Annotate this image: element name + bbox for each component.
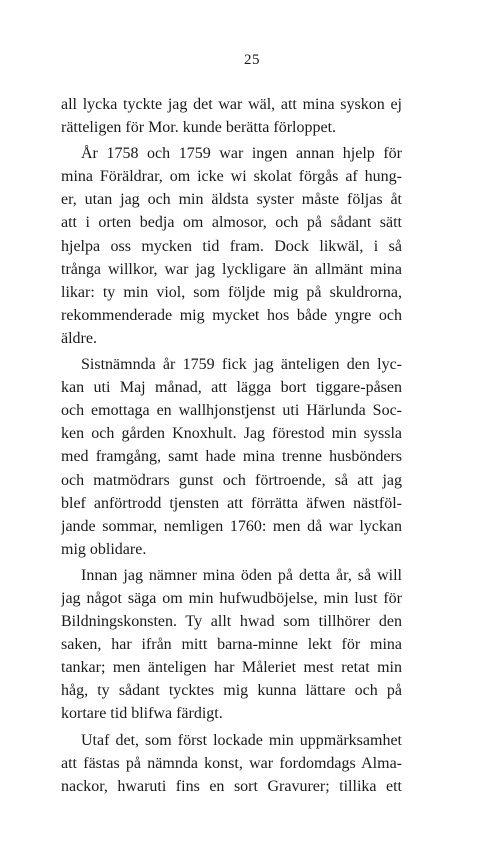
- paragraph-1: [61, 93, 402, 139]
- text-line: likar: ty min viol, som följde mig på skuldrorna,: [61, 283, 402, 301]
- text-line: rätteligen för Mor. kunde berätta förloppet.: [61, 119, 337, 137]
- text-line: och matmödrars gunst och förtroende, så att jag: [61, 471, 402, 489]
- text-line: kortare tid blifwa färdigt.: [61, 705, 223, 723]
- text-line: tankar; men änteligen har Måleriet mest retat min: [61, 659, 402, 677]
- text-line: År 1758 och 1759 war ingen annan hjelp för: [81, 145, 402, 163]
- text-line: rekommenderade mig mycket hos både yngre och: [61, 306, 402, 324]
- body-text: [61, 93, 402, 798]
- paragraph-3: [61, 353, 402, 561]
- text-line: all lycka tyckte jag det war wäl, att mina syskon ej: [61, 96, 402, 113]
- text-line: jag något säga om min hufwudböjelse, min lust för: [61, 589, 402, 607]
- text-line: håg, ty sådant tycktes mig kunna lättare och på: [61, 682, 402, 700]
- text-line: Sistnämnda år 1759 fick jag änteligen den lyc-: [81, 356, 402, 374]
- text-line: att fästas på nämnda konst, war fordomdags Alma-: [61, 754, 402, 772]
- paragraph-4: [61, 564, 402, 726]
- text-line: Innan jag nämner mina öden på detta år, så will: [81, 566, 402, 584]
- text-line: att i orten bedja om almosor, och på sådant sätt: [61, 214, 402, 232]
- text-line: jande sommar, nemligen 1760: men då war lyckan: [61, 517, 402, 535]
- text-line: mig oblidare.: [61, 540, 147, 558]
- text-line: saken, har ifrån mitt barna-minne lekt för mina: [61, 636, 402, 654]
- text-line: ken och gården Knoxhult. Jag förestod min syssla: [61, 425, 402, 443]
- paragraph-5: [61, 729, 402, 798]
- text-line: kan uti Maj månad, att lägga bort tiggare-påsen: [61, 379, 402, 397]
- page-number: 25: [244, 52, 260, 68]
- text-line: Utaf det, som först lockade min uppmärksamhet: [81, 731, 402, 749]
- text-line: äldre.: [61, 329, 97, 347]
- text-line: Bildningskonsten. Ty allt hwad som tillhörer den: [61, 613, 402, 631]
- text-line: nackor, hwaruti fins en sort Gravurer; tillika ett: [61, 777, 402, 795]
- paragraph-2: [61, 142, 402, 350]
- text-line: hjelpa oss mycken tid fram. Dock likwäl, i så: [61, 237, 402, 255]
- text-line: blef anförtrodd tjensten att förrätta äfwen nästföl-: [61, 494, 402, 512]
- text-line: trånga willkor, war jag lyckligare än allmänt mina: [61, 260, 402, 278]
- text-line: er, utan jag och min äldsta syster måste följas åt: [61, 191, 402, 209]
- text-line: mina Föräldrar, om icke wi skolat förgås af hung-: [61, 168, 402, 186]
- text-line: och emottaga en wallhjonstjenst uti Härlunda Soc-: [61, 402, 402, 420]
- text-line: med framgång, samt hade mina trenne husbönders: [61, 448, 402, 466]
